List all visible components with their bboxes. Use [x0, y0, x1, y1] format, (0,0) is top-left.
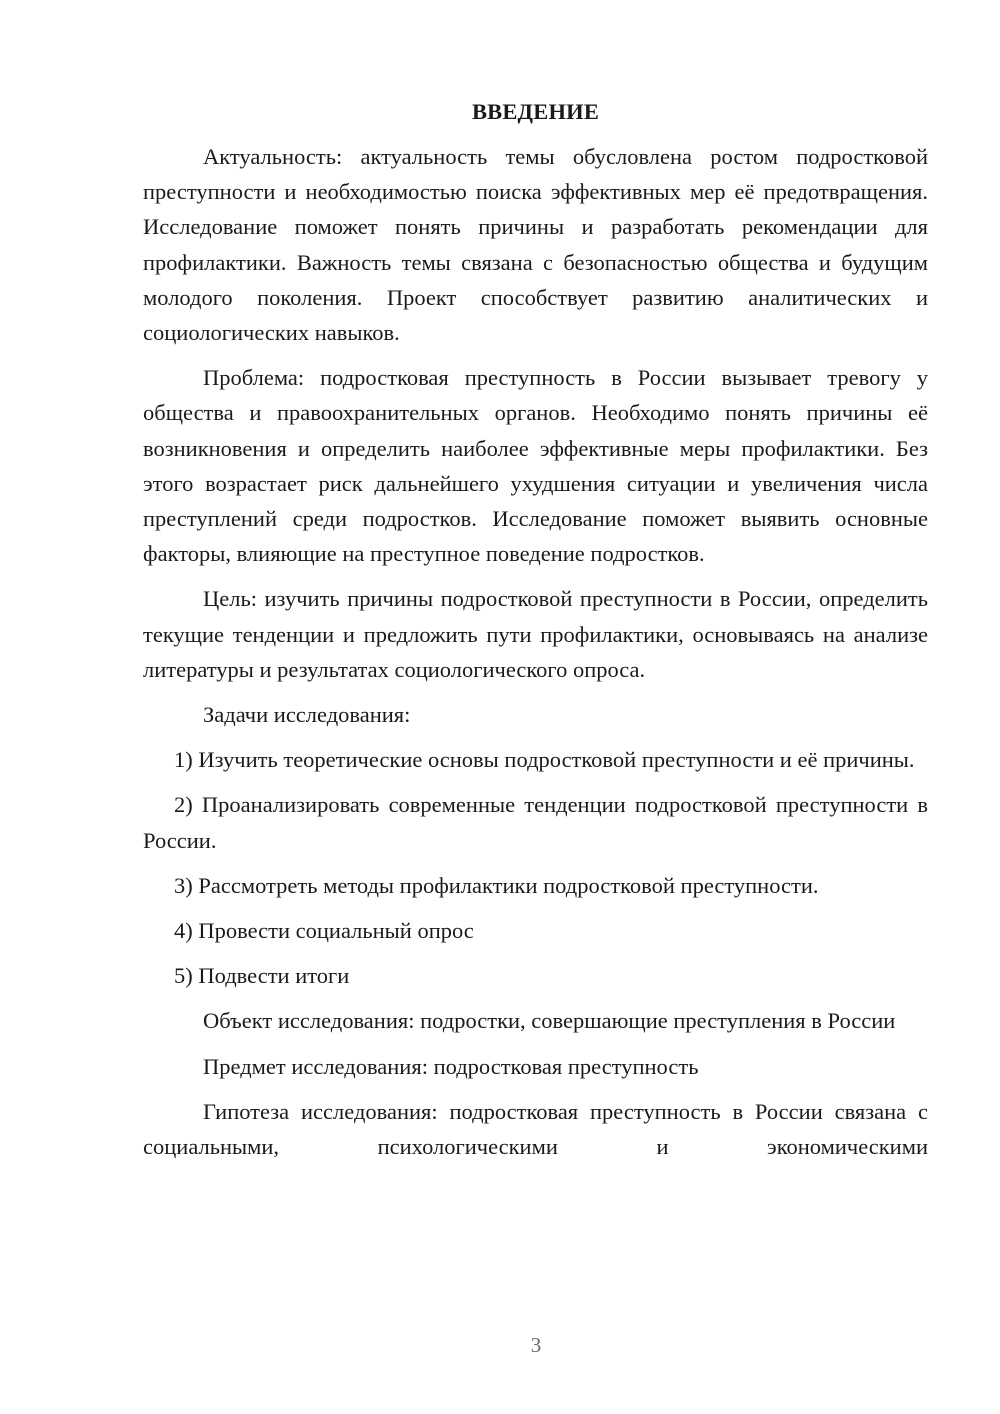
- problem-paragraph: Проблема: подростковая преступность в России вызывает тревогу у общества и правоохранительных органов. Необходимо понять причины её возникновения и определить наиболее эффективные меры профилактики. Без этого возрастает риск дальнейшего ухудшения ситуации и увеличения числа преступлений среди подростков. Исследование поможет выявить основные факторы, влияющие на преступное поведение подростков.: [143, 365, 928, 567]
- page-content: [143, 94, 928, 1174]
- hypothesis-paragraph: Гипотеза исследования: подростковая преступность в России связана с социальными, психологическими и экономическими: [143, 1098, 928, 1160]
- section-heading: ВВЕДЕНИЕ: [471, 99, 600, 124]
- goal-paragraph: Цель: изучить причины подростковой преступности в России, определить текущие тенденции и предложить пути профилактики, основываясь на анализе литературы и результатах социологического опроса.: [143, 586, 928, 682]
- task-item-4: 4) Провести социальный опрос: [174, 918, 474, 944]
- subject-paragraph: Предмет исследования: подростковая преступность: [203, 1053, 699, 1079]
- task-item-3: 3) Рассмотреть методы профилактики подростковой преступности.: [174, 872, 819, 898]
- task-item-2: 2) Проанализировать современные тенденции подростковой преступности в России.: [143, 792, 928, 853]
- page-number: 3: [530, 1333, 542, 1357]
- tasks-heading: Задачи исследования:: [203, 702, 411, 728]
- relevance-paragraph: Актуальность: актуальность темы обусловлена ростом подростковой преступности и необходимостью поиска эффективных мер её предотвращения. Исследование поможет понять причины и разработать рекомендации для профилактики. Важность темы связана с безопасностью общества и будущим молодого поколения. Проект способствует развитию аналитических и социологических навыков.: [143, 144, 928, 346]
- task-item-5: 5) Подвести итоги: [174, 963, 350, 989]
- object-paragraph: Объект исследования: подростки, совершающие преступления в России: [203, 1008, 896, 1034]
- task-item-1: 1) Изучить теоретические основы подростковой преступности и её причины.: [174, 747, 915, 773]
